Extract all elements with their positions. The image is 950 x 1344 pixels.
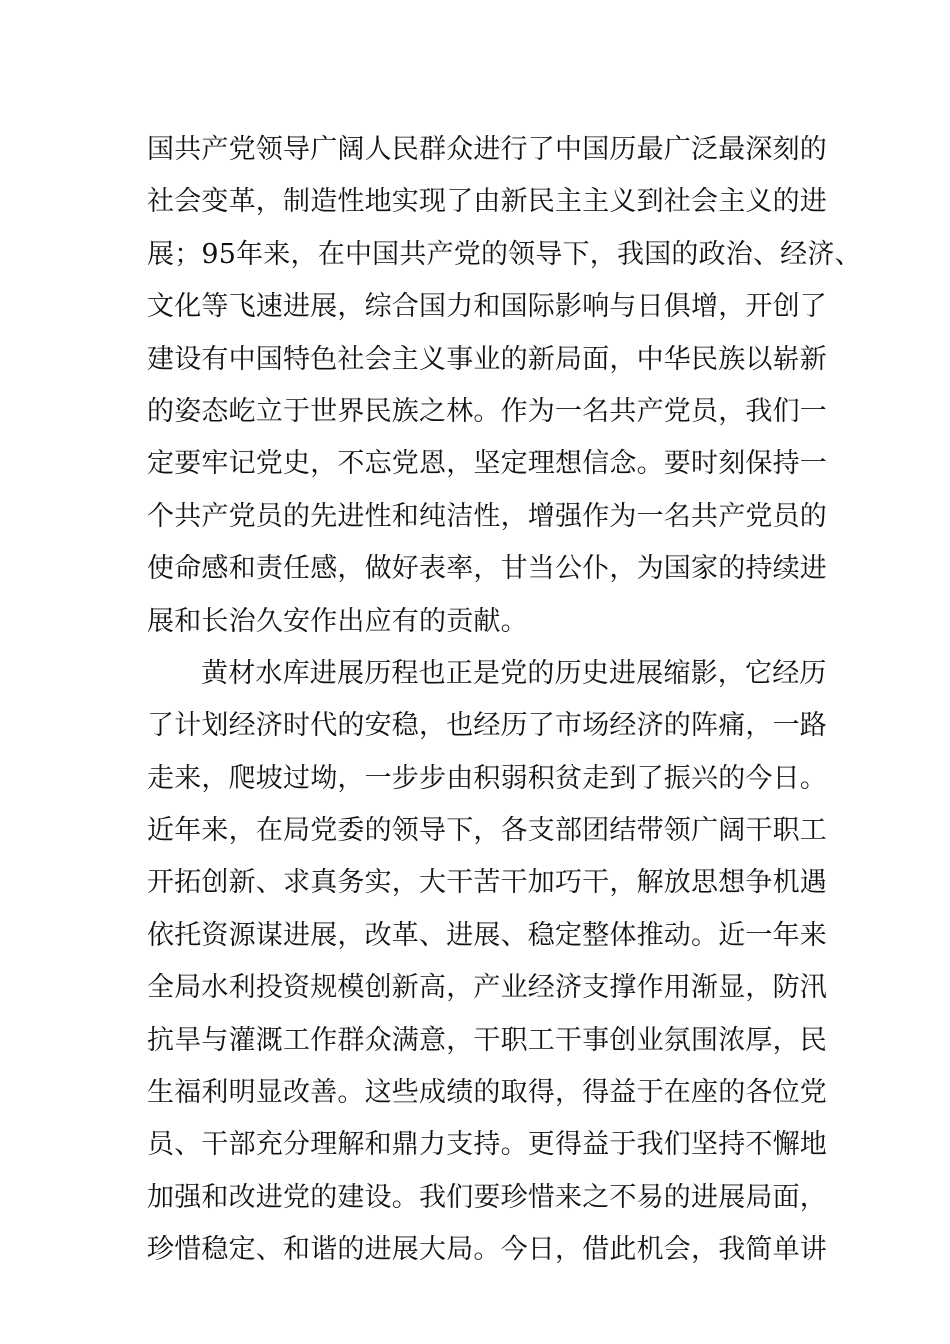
- paragraph-2: [147, 648, 837, 1277]
- paragraph-line: 了计划经济时代的安稳，也经历了市场经济的阵痛，一路: [147, 710, 827, 742]
- paragraph-line: 个共产党员的先进性和纯洁性，增强作为一名共产党员的: [147, 500, 827, 532]
- paragraph-line: 加强和改进党的建设。我们要珍惜来之不易的进展局面，: [147, 1181, 827, 1213]
- document-body: [147, 124, 862, 1277]
- paragraph-line: 的姿态屹立于世界民族之林。作为一名共产党员，我们一: [147, 395, 827, 427]
- paragraph-line: 社会变革，制造性地实现了由新民主主义到社会主义的进: [147, 186, 827, 218]
- paragraph-line: 展；95年来，在中国共产党的领导下，我国的政治、经济、: [147, 238, 862, 270]
- paragraph-line: 使命感和责任感，做好表率，甘当公仆，为国家的持续进: [147, 553, 827, 585]
- paragraph-line: 国共产党领导广阔人民群众进行了中国历最广泛最深刻的: [147, 134, 827, 165]
- paragraph-line: 走来，爬坡过坳，一步步由积弱积贫走到了振兴的今日。: [147, 762, 827, 794]
- paragraph-line: 抗旱与灌溉工作群众满意，干职工干事创业氛围浓厚，民: [147, 1024, 827, 1056]
- paragraph-line: 展和长治久安作出应有的贡献。: [147, 605, 528, 637]
- paragraph-first-line: 黄材水库进展历程也正是党的历史进展缩影，它经历: [201, 657, 827, 689]
- paragraph-line: 建设有中国特色社会主义事业的新局面，中华民族以崭新: [147, 343, 827, 375]
- paragraph-line: 生福利明显改善。这些成绩的取得，得益于在座的各位党: [147, 1077, 827, 1109]
- paragraph-line: 全局水利投资规模创新高，产业经济支撑作用渐显，防汛: [147, 972, 827, 1004]
- paragraph-line: 珍惜稳定、和谐的进展大局。今日，借此机会，我简单讲: [147, 1234, 827, 1266]
- paragraph-line: 开拓创新、求真务实，大干苦干加巧干，解放思想争机遇: [147, 867, 827, 899]
- paragraph-1: [147, 124, 862, 648]
- paragraph-line: 定要牢记党史，不忘党恩，坚定理想信念。要时刻保持一: [147, 448, 827, 480]
- paragraph-line: 文化等飞速进展，综合国力和国际影响与日俱增，开创了: [147, 291, 827, 323]
- paragraph-line: 员、干部充分理解和鼎力支持。更得益于我们坚持不懈地: [147, 1129, 827, 1161]
- paragraph-line: 依托资源谋进展，改革、进展、稳定整体推动。近一年来: [147, 919, 827, 951]
- paragraph-line: 近年来，在局党委的领导下，各支部团结带领广阔干职工: [147, 815, 827, 847]
